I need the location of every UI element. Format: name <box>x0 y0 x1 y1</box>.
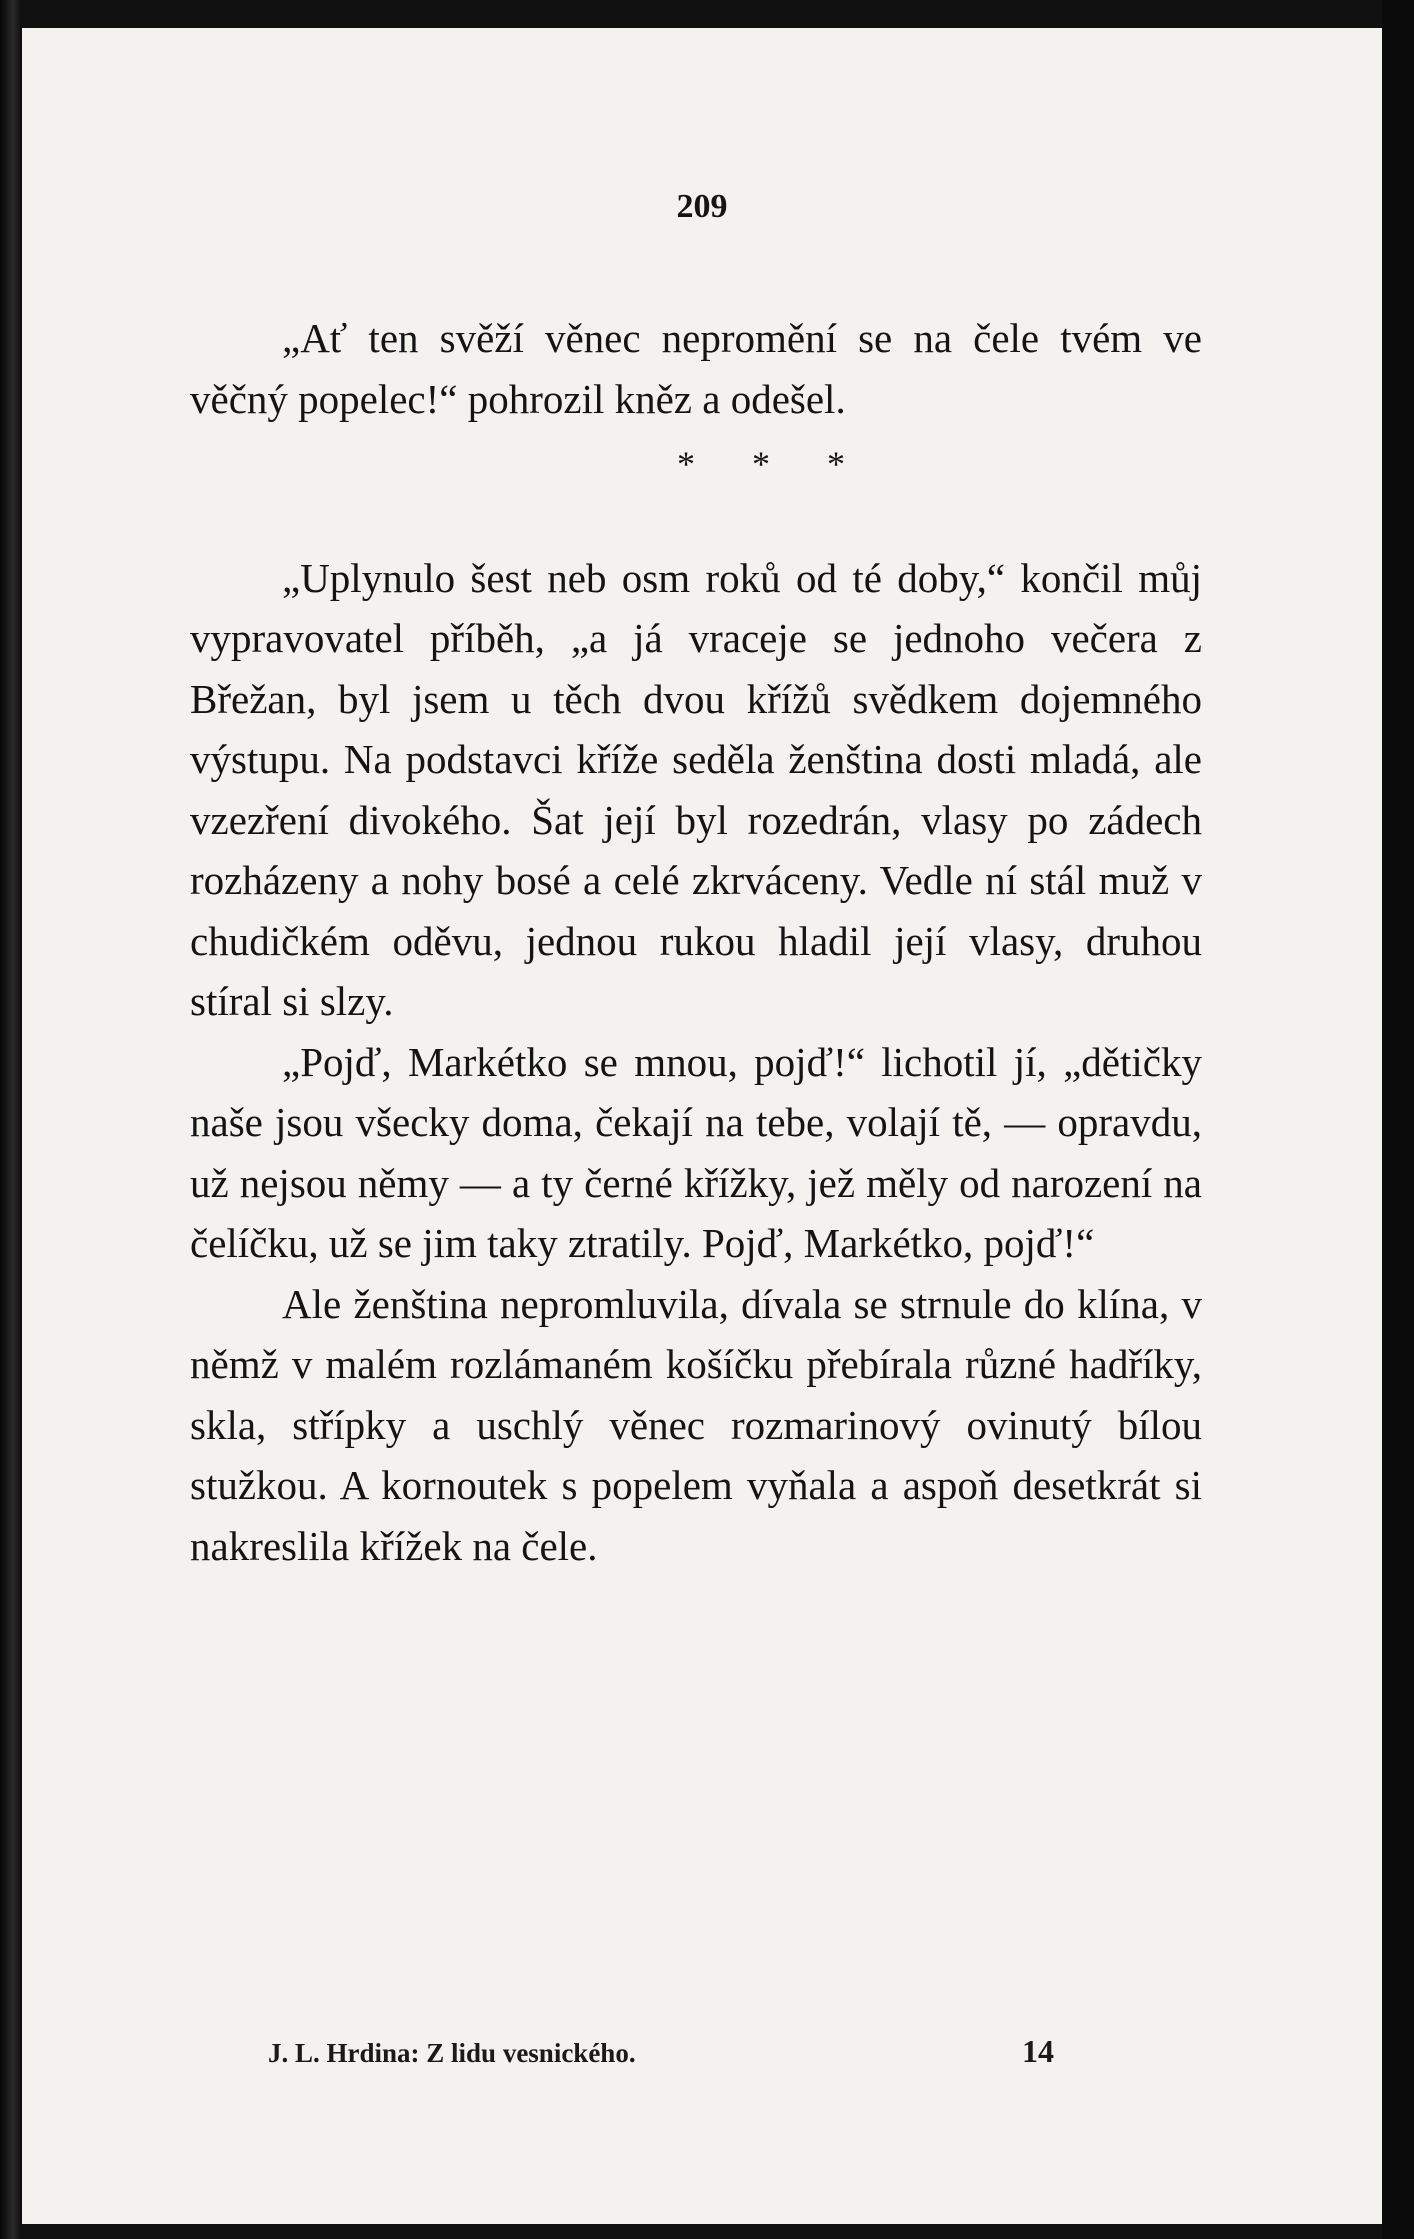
page-body <box>190 308 1202 1576</box>
book-spine-shadow <box>0 0 22 2239</box>
footer-citation: J. L. Hrdina: Z lidu vesnického. <box>268 2038 636 2068</box>
paragraph-priest-threat: „Ať ten svěží věnec nepromění se na čele tvém ve věčný popelec!“ pohrozil kněz a odešel. <box>190 315 1202 422</box>
paragraph-woman-silent: Ale ženština nepromluvila, dívala se strnule do klína, v němž v malém rozlámaném košíčku přebírala různé hadříky, skla, střípky a uschlý věnec rozmarinový ovinutý bílou stužkou. A kornoutek s popelem vyňala a aspoň desetkrát si nakreslila křížek na čele. <box>190 1280 1202 1569</box>
paragraph-husband-plea: „Pojď, Markétko se mnou, pojď!“ lichotil jí, „dětičky naše jsou všecky doma, čekají na tebe, volají tě, — opravdu, už nejsou němy — a ty černé křížky, jež měly od narození na čelíčku, už se jim taky ztratily. Pojď, Markétko, pojď!“ <box>190 1038 1202 1266</box>
paragraph-narrator-story: „Uplynulo šest neb osm roků od té doby,“ končil můj vypravovatel příběh, „a já vraceje se jednoho večera z Břežan, byl jsem u těch dvou křížů svědkem dojemného výstupu. Na podstavci kříže seděla ženština dosti mladá, ale vzezření divokého. Šat její byl rozedrán, vlasy po zádech rozházeny a nohy bosé a celé zkrváceny. Vedle ní stál muž v chudičkém oděvu, jednou rukou hladil její vlasy, druhou stíral si slzy. <box>190 554 1202 1024</box>
page-number: 209 <box>676 188 728 225</box>
section-separator: * * * <box>677 444 845 484</box>
signature-mark: 14 <box>1022 2033 1054 2069</box>
book-page <box>22 28 1382 2224</box>
page-edge-shadow <box>1382 0 1414 2239</box>
section-gap <box>190 490 1202 548</box>
